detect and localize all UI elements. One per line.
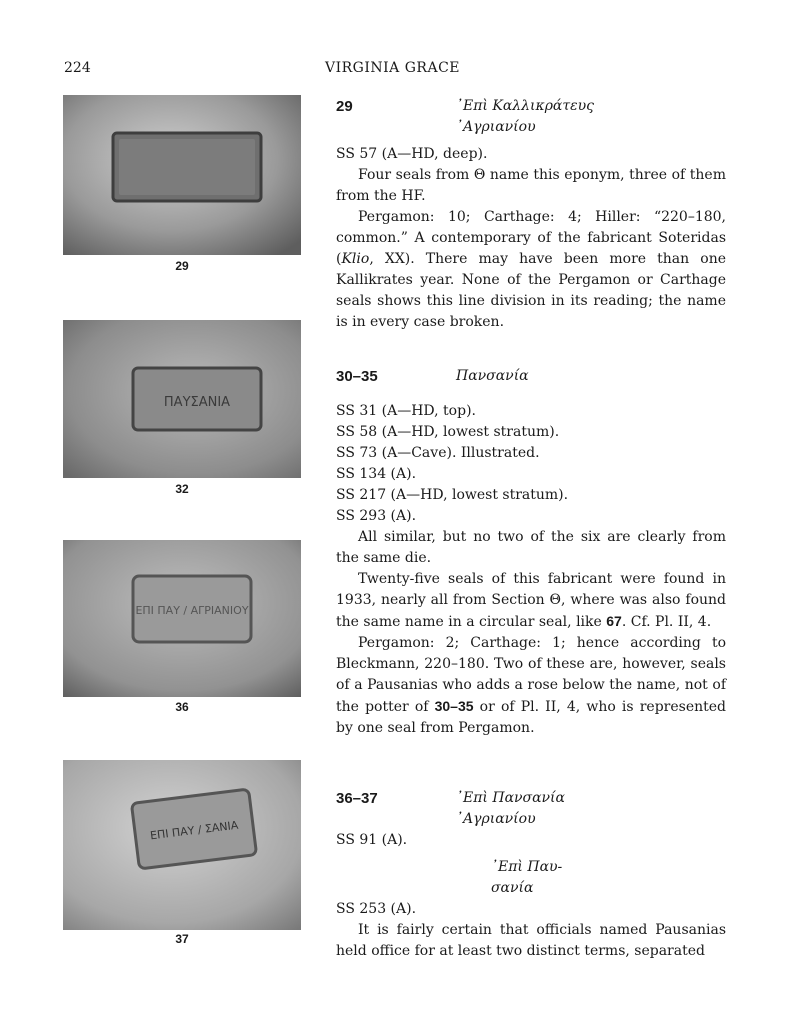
page-number: 224 [64, 60, 91, 76]
paragraph: Pergamon: 10; Carthage: 4; Hiller: “220–180, common.” A contemporary of the fabricant Soteridas (Klio, XX). There may have been more than one Kallikrates year. None of the Pergamon or Carthage seals shows this line division in its reading; the name is in every case broken. [336, 209, 726, 330]
seal-reference: SS 253 (A). [336, 901, 417, 917]
paragraph: Four seals from Θ name this eponym, three of them from the HF. [336, 167, 726, 204]
seal-reference: SS 134 (A). [336, 466, 417, 482]
stamp-inscription: ΠΑΥΣΑΝΙΑ [163, 395, 231, 410]
greek-legend: ᾽Επὶ Παυ- [491, 859, 563, 875]
plate-caption: 37 [175, 932, 189, 946]
greek-legend: ᾽Επὶ Καλλικράτευς [456, 98, 594, 114]
stamp-inscription: ΕΠΙ ΠΑΥ / ΑΓΡΙΑΝΙΟΥ [135, 604, 249, 617]
greek-legend: ᾽Αγριανίου [456, 119, 536, 135]
paragraph: Twenty-five seals of this fabricant were found in 1933, nearly all from Section Θ, where was also found the same name in a circular seal, like 67. Cf. Pl. II, 4. [336, 571, 726, 630]
entry-30-35 [336, 366, 726, 739]
greek-legend: ᾽Επὶ Πανσανία [456, 790, 565, 806]
entry-29 [336, 96, 726, 333]
plate-photo-36 [63, 540, 301, 697]
seal-reference: SS 31 (A—HD, top). [336, 403, 476, 419]
plate-caption: 29 [175, 259, 189, 273]
greek-legend: σανία [491, 880, 534, 896]
entry-36-37 [336, 788, 726, 962]
entry-number: 29 [336, 98, 353, 115]
greek-legend: ᾽Αγριανίου [456, 811, 536, 827]
seal-reference: SS 91 (A). [336, 832, 408, 848]
seal-reference: SS 57 (A—HD, deep). [336, 146, 488, 162]
plate-photo-37 [63, 760, 301, 930]
paragraph: It is fairly certain that officials named Pausanias held office for at least two distinct terms, separated [336, 922, 726, 959]
stamp-inscription: ΕΠΙ ΠΑΥ / ΣΑΝΙΑ [149, 818, 239, 843]
running-head: VIRGINIA GRACE [325, 60, 461, 76]
paragraph: Pergamon: 2; Carthage: 1; hence according to Bleckmann, 220–180. Two of these are, however, seals of a Pausanias who adds a rose below the name, not of the potter of 30–35 or of Pl. II, 4, who is represented by one seal from Pergamon. [336, 635, 726, 736]
plate-photo-29 [63, 95, 301, 255]
entry-number: 30–35 [336, 368, 378, 385]
seal-reference: SS 217 (A—HD, lowest stratum). [336, 487, 569, 503]
entry-number: 36–37 [336, 790, 378, 807]
seal-reference: SS 73 (A—Cave). Illustrated. [336, 445, 540, 461]
paragraph: All similar, but no two of the six are clearly from the same die. [336, 529, 726, 566]
seal-reference: SS 293 (A). [336, 508, 417, 524]
plate-caption: 32 [175, 482, 189, 496]
plate-photo-32 [63, 320, 301, 478]
seal-reference: SS 58 (A—HD, lowest stratum). [336, 424, 560, 440]
greek-legend: Πανσανία [456, 368, 529, 384]
plate-caption: 36 [175, 700, 189, 714]
